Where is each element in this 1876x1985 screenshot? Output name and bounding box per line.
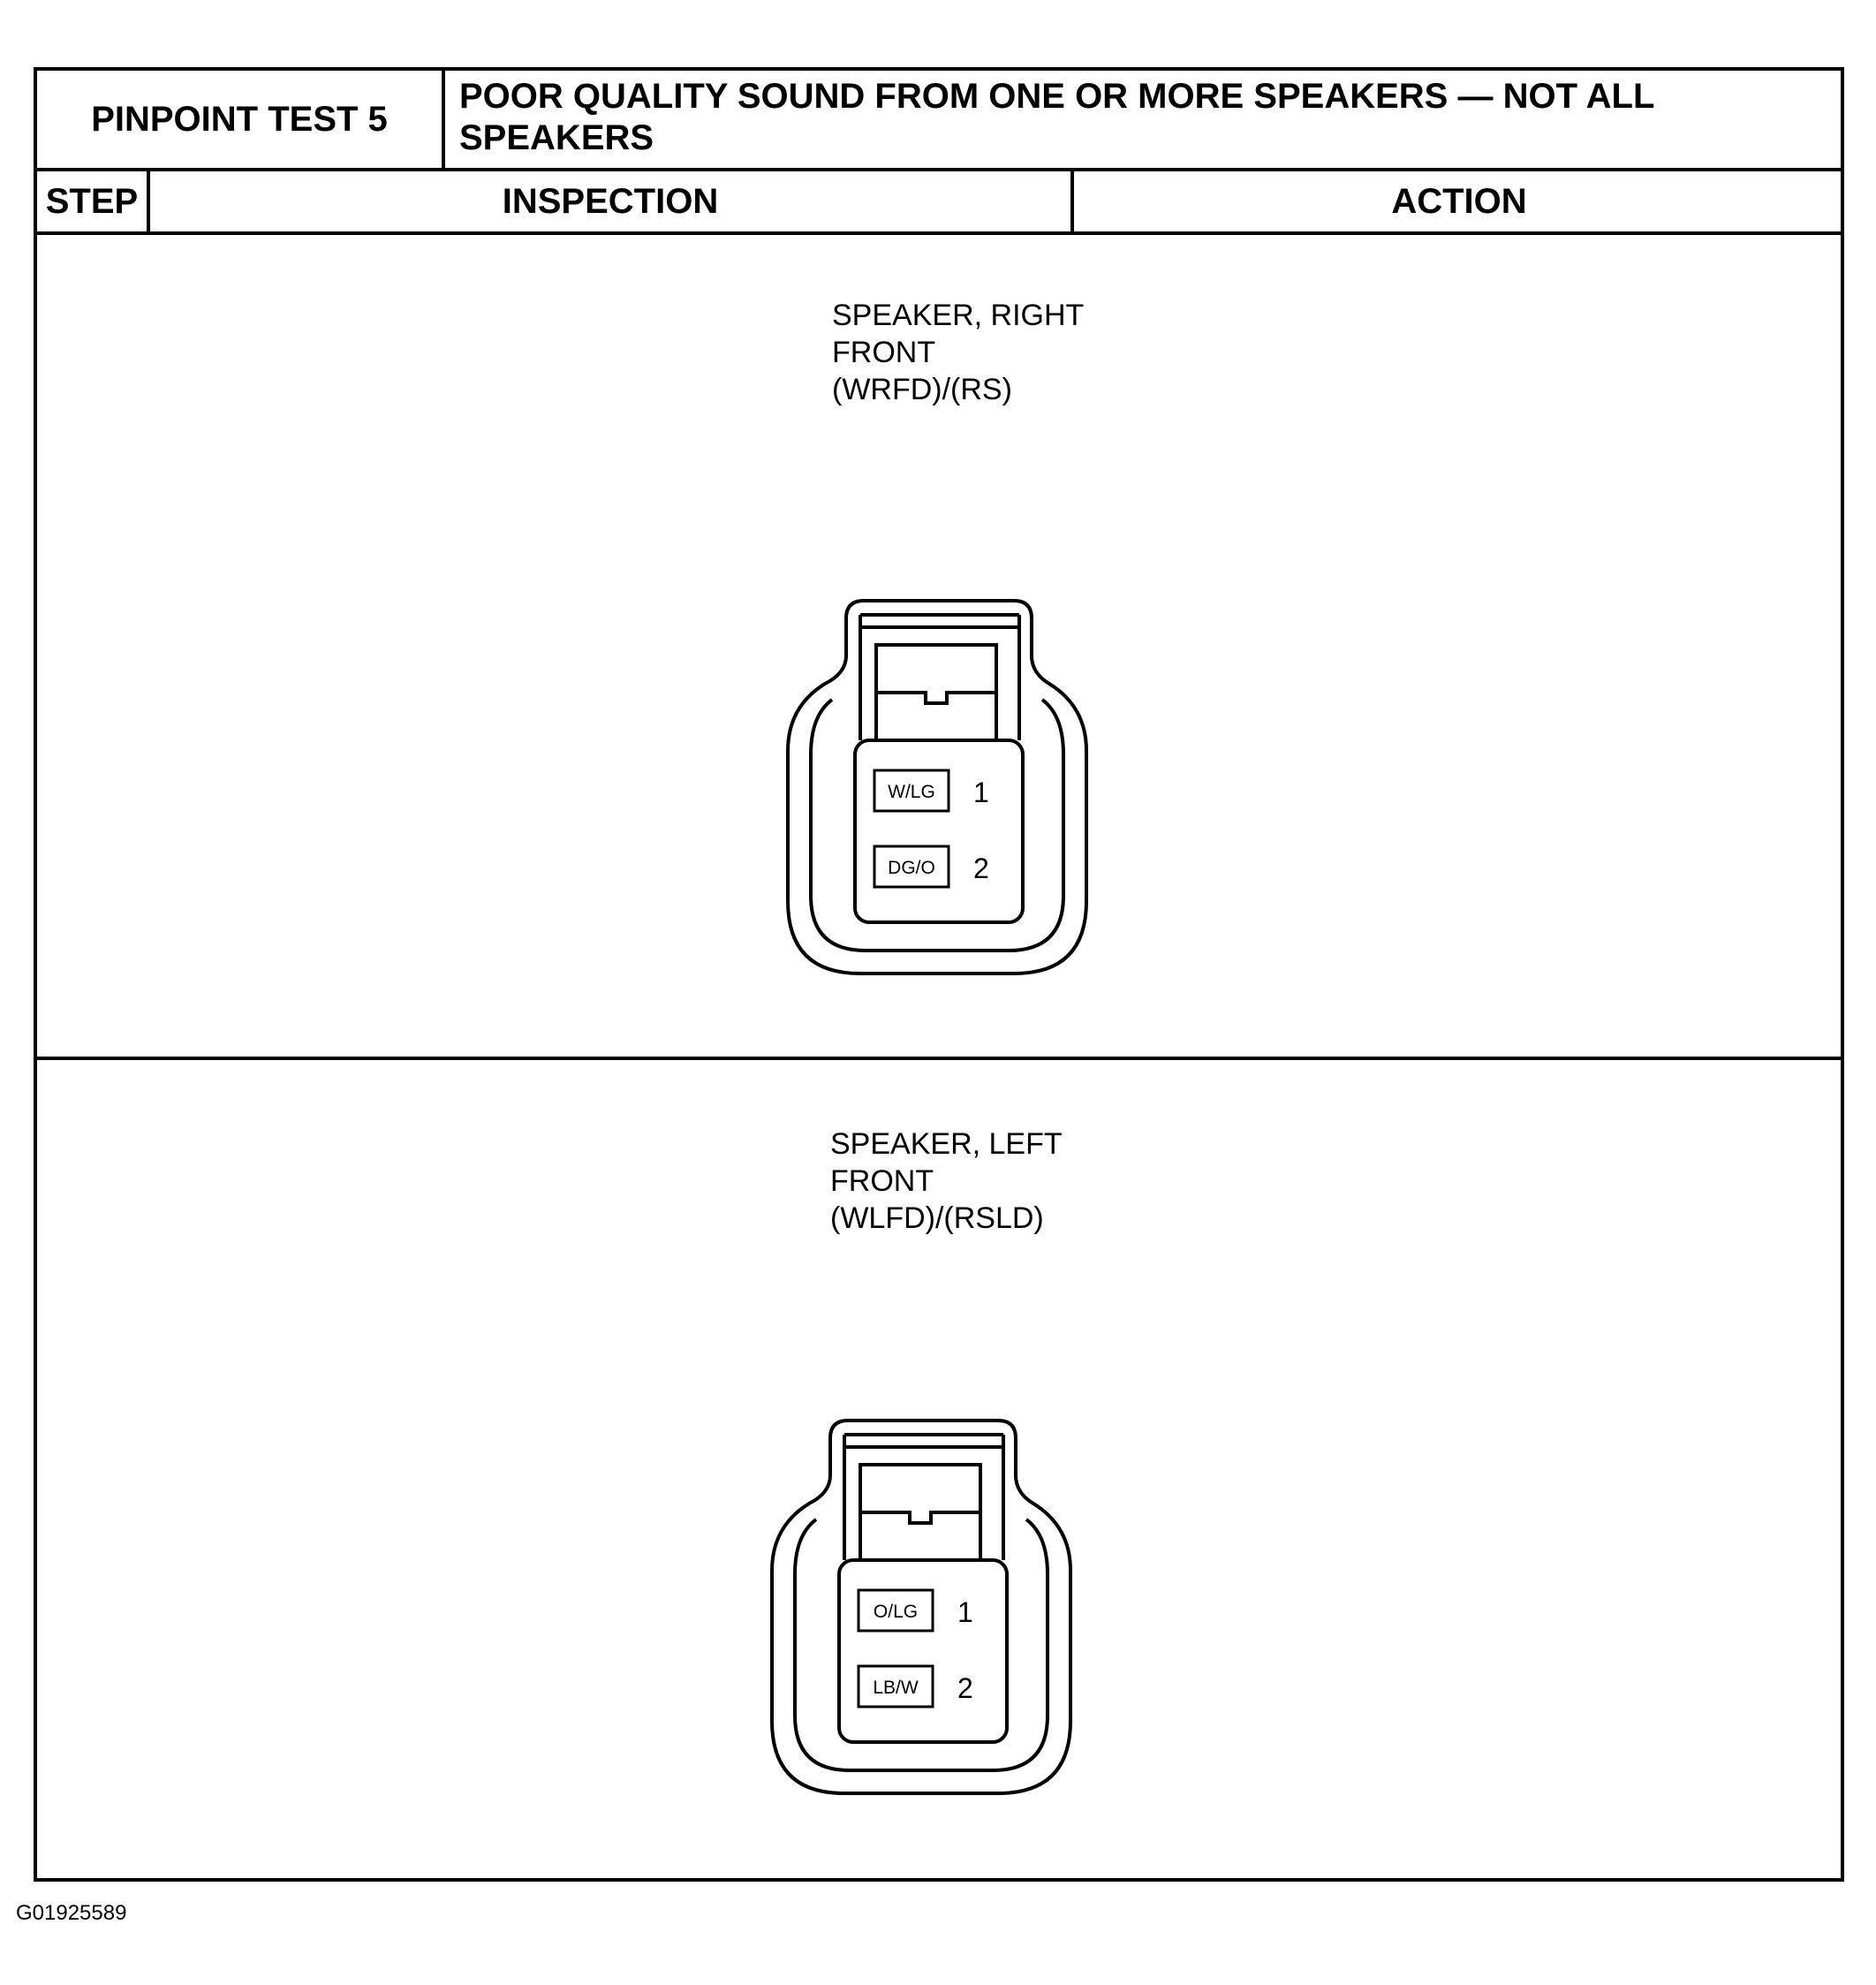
connector-face-diagram (761, 1412, 1097, 1818)
connector-label-line-2: FRONT (830, 1164, 934, 1198)
test-title-line-2: SPEAKERS (459, 118, 654, 157)
connector-label-line-2: FRONT (832, 336, 936, 369)
column-header-action: ACTION (1391, 181, 1527, 221)
connector-label-line-1: SPEAKER, LEFT (830, 1127, 1063, 1161)
test-title (459, 76, 1819, 159)
pin-2-wire-color: DG/O (888, 858, 935, 878)
test-title-line-1: POOR QUALITY SOUND FROM ONE OR MORE SPEAKERS — NOT ALL (459, 77, 1655, 116)
pin-2-number: 2 (973, 852, 989, 884)
pinpoint-test-table (34, 67, 1844, 1882)
connector-label-line-3: (WRFD)/(RS) (832, 373, 1012, 406)
pin-2-wire-color: LB/W (873, 1678, 919, 1698)
test-id: PINPOINT TEST 5 (37, 71, 445, 168)
figure-code: G01925589 (16, 1901, 127, 1925)
connector-label-line-1: SPEAKER, RIGHT (832, 299, 1085, 332)
connector-face-diagram (777, 592, 1113, 998)
column-header-row (37, 171, 1841, 235)
column-header-step: STEP (37, 171, 150, 231)
connector-panel-left-front (37, 1060, 1841, 1882)
pin-1-wire-color: W/LG (888, 782, 935, 802)
connector-label (830, 1125, 1063, 1237)
pin-1-number: 1 (957, 1596, 973, 1628)
pin-1-wire-color: O/LG (873, 1602, 919, 1622)
title-row (37, 71, 1841, 171)
connector-label (832, 297, 1084, 408)
connector-label-line-3: (WLFD)/(RSLD) (830, 1201, 1044, 1235)
pin-2-number: 2 (957, 1672, 973, 1704)
connector-panel-right-front (37, 235, 1841, 1060)
pin-1-number: 1 (973, 777, 989, 808)
column-header-inspection: INSPECTION (150, 171, 1074, 231)
